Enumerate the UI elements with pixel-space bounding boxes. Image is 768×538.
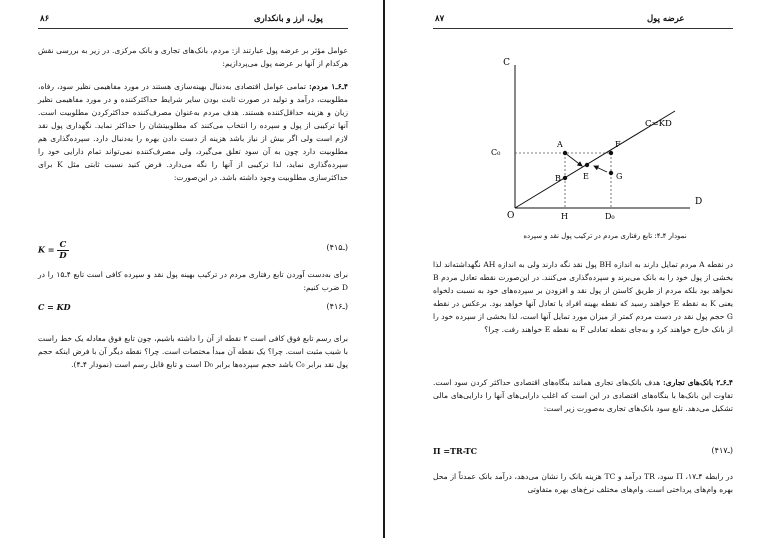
left-page: [0, 0, 383, 538]
equation-15: [38, 234, 348, 260]
equation-number: (۴ـ۱۷): [711, 446, 733, 455]
point-label-g: G: [616, 172, 623, 181]
last-paragraph: برای رسم تابع فوق کافی است ۲ نقطه از آن را داشته باشیم، چون تابع فوق معادله یک خط راست با شیب مثبت است. چرا؟ یک نقطه آن مبدأ مختصات است. چرا؟ نقطه دیگر آن با فرض اینکه حجم پول نقد برابر C₀ باشد حجم سپرده‌ها برابر D₀ است و تابع قابل رسم است (نمودار ۴ـ۴).: [38, 334, 348, 369]
point-g: [609, 171, 613, 175]
equation-number: (۴ـ۱۶): [326, 302, 348, 311]
origin-label: O: [507, 211, 515, 221]
equation-17-formula: Π =TR-TC: [433, 446, 477, 456]
arrow-g-to-e: [594, 166, 607, 172]
point-b: [563, 176, 567, 180]
equation-number: (۴ـ۱۵): [326, 243, 348, 252]
point-f: [609, 151, 613, 155]
chart: [485, 55, 725, 225]
section-people: [38, 80, 348, 184]
section-paragraph: هدف بانک‌های تجاری همانند بنگاه‌های اقتصادی حداکثر کردن سود است. تفاوت این بانک‌ها با بنگاه‌های اقتصادی در این است که اغلب دارایی‌های آنها را دارایی‌های مالی تشکیل می‌دهد. تابع سود بانک‌های تجاری به‌صورت زیر است:: [433, 378, 733, 413]
fraction: [57, 240, 68, 261]
equation-17: [433, 446, 733, 460]
equation-16-formula: C = KD: [38, 302, 71, 312]
point-label-a: A: [557, 140, 563, 149]
paragraph-1: در نقطه A مردم تمایل دارند به اندازه BH پول نقد نگه دارند ولی به اندازه AH نگهداشته‌اند لذا بخشی از پول خود را به بانک می‌برند و سپرده‌گذاری می‌کنند. در این‌صورت نقطه تعادل مردم B نخواهد بود بلکه مردم از طریق کاستن از پول نقد و افزودن بر سپرده‌های خود به نسبت دلخواه یعنی K به نقطه E خواهند رسید که نقطه بهینه افراد یا تعادل آنها خواهد بود. برعکس در نقطه G حجم پول نقد در دست مردم کمتر از میزان مورد تمایل آنها است، لذا بخشی از سپرده خود را از بانک خارج خواهند کرد و به‌جای نقطه تعادلی F به نقطه E خواهند رفت. چرا؟: [433, 260, 734, 334]
equation-15-formula: [38, 240, 69, 261]
line-label: C=KD: [645, 119, 672, 129]
figure-caption: نمودار ۴ـ۴: تابع رفتاری مردم در ترکیب پول نقد و سپرده: [523, 232, 687, 240]
point-label-b: B: [555, 174, 561, 183]
running-title: عرضه پول: [647, 14, 685, 24]
section-heading: ۴ـ۶ـ۱ مردم:: [308, 82, 348, 91]
right-page: [385, 0, 768, 538]
section-banks: [433, 376, 733, 415]
point-e: [585, 163, 589, 167]
x-axis-label: D: [695, 197, 703, 207]
point-a: [563, 151, 567, 155]
running-title: پول، ارز و بانکداری: [254, 14, 323, 24]
section-heading: ۴ـ۶ـ۲ بانک‌های تجاری:: [662, 378, 733, 387]
tick-label-c0: C₀: [491, 148, 501, 157]
equation-16: [38, 302, 348, 316]
mid-paragraph: برای به‌دست آوردن تابع رفتاری مردم در ترکیب بهینه پول نقد و سپرده کافی است تابع ۴ـ۱۵ را در D ضرب کنیم:: [38, 270, 348, 292]
intro-paragraph: عوامل مؤثر بر عرضه پول عبارتند از: مردم، بانک‌های تجاری و بانک مرکزی. در زیر به بررسی نقش هرکدام از آنها بر عرضه پول می‌پردازیم:: [38, 46, 348, 68]
section-paragraph: تمامی عوامل اقتصادی به‌دنبال بهینه‌سازی هستند در مورد مفاهیمی نظیر سود، رفاه، مطلوبیت، درآمد و تولید در صورت ثابت بودن سایر شرایط حداکثرکننده و در مورد مفاهیمی نظیر زیان و هزینه حداقل‌کننده هستند. هدف مردم به‌عنوان مصرف‌کننده حداکثرکردن مطلوبیت است. آنها ترکیبی از پول و سپرده را انتخاب می‌کنند که مطلوبیتشان را حداکثر نماید. نگهداری پول نقد لازم است ولی اگر بیش از نیاز باشد هزینه از دست دادن بهره را به‌دنبال دارد. سپرده‌گذاری هم مطلوبیت دارد چون به آن سود تعلق می‌گیرد، ولی مصرف‌کننده نمی‌تواند تمام دارایی خود را سپرده‌گذاری نماید، لذا ترکیبی از آنها را نگه می‌دارد. فرض کنید نسبت ثابتی مثل K برای حداکثرسازی مطلوبیت وجود داشته باشد. در این‌صورت:: [38, 82, 348, 182]
fraction-denominator: D: [59, 251, 67, 261]
point-label-f: F: [615, 140, 621, 149]
header-rule: [38, 28, 348, 29]
page-number: ۸۶: [40, 14, 50, 24]
y-axis-label: C: [503, 58, 510, 68]
tick-label-h: H: [561, 212, 568, 221]
page-number: ۸۷: [435, 14, 445, 24]
equation-lhs: K =: [38, 244, 55, 255]
fraction-numerator: C: [57, 240, 68, 251]
header-rule: [433, 28, 733, 29]
last-paragraph: در رابطه ۴ـ۱۷، Π سود، TR درآمد و TC هزینه بانک را نشان می‌دهد، درآمد بانک عمدتاً از محل بهره وام‌های پرداختی است. وام‌های مختلف نرخ‌های بهره متفاوتی: [433, 472, 733, 494]
arrow-a-to-e: [565, 153, 582, 166]
point-label-e: E: [583, 172, 589, 181]
tick-label-d0: D₀: [605, 212, 615, 221]
